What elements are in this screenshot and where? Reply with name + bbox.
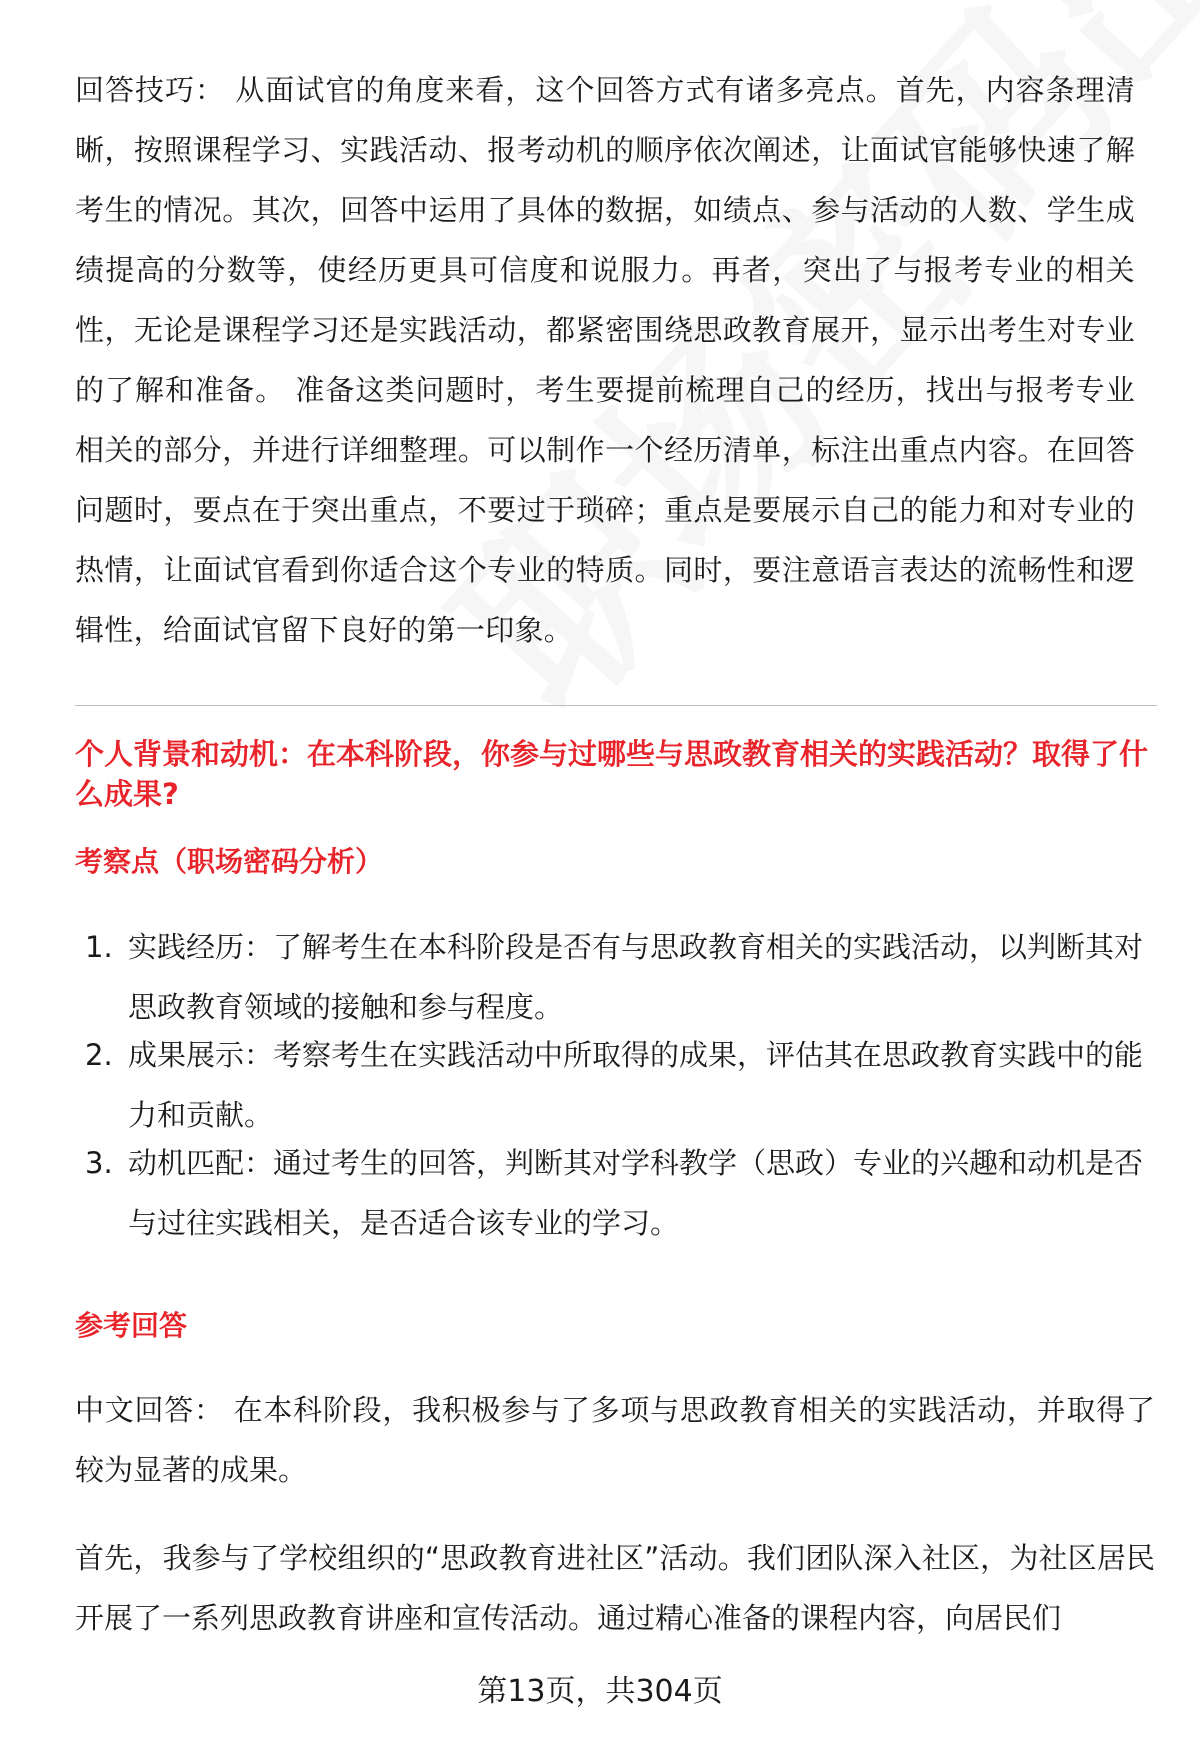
points-heading: 考察点（职场密码分析） (75, 845, 384, 878)
page-number: 第13页，共304页 (477, 1674, 723, 1709)
question-title: 个人背景和动机：在本科阶段，你参与过哪些与思政教育相关的实践活动？取得了什么成果? (75, 737, 1149, 811)
list-item-number: 1. (85, 930, 113, 964)
points-list (75, 917, 1155, 1253)
section-divider (75, 705, 1157, 706)
list-item-text: 动机匹配：通过考生的回答，判断其对学科教学（思政）专业的兴趣和动机是否与过往实践相关，是否适合该专业的学习。 (128, 1146, 1144, 1240)
answer-body: 首先，我参与了学校组织的“思政教育进社区”活动。我们团队深入社区，为社区居民开展了一系列思政教育讲座和宣传活动。通过精心准备的课程内容，向居民们 (75, 1541, 1155, 1635)
answer-heading: 参考回答 (75, 1309, 188, 1342)
list-item (75, 1025, 1155, 1133)
list-item (75, 917, 1155, 1025)
list-item-text: 实践经历：了解考生在本科阶段是否有与思政教育相关的实践活动，以判断其对思政教育领域的接触和参与程度。 (128, 930, 1144, 1024)
list-item-number: 3. (85, 1146, 113, 1180)
list-item-number: 2. (85, 1038, 113, 1072)
intro-paragraph: 回答技巧： 从面试官的角度来看，这个回答方式有诸多亮点。首先，内容条理清晰，按照课程学习、实践活动、报考动机的顺序依次阐述，让面试官能够快速了解考生的情况。其次，回答中运用了具体的数据，如绩点、参与活动的人数、学生成绩提高的分数等，使经历更具可信度和说服力。再者，突出了与报考专业的相关性，无论是课程学习还是实践活动，都紧密围绕思政教育展开，显示出考生对专业的了解和准备。 准备这类问题时，考生要提前梳理自己的经历，找出与报考专业相关的部分，并进行详细整理。可以制作一个经历清单，标注出重点内容。在回答问题时，要点在于突出重点，不要过于琐碎；重点是要展示自己的能力和对专业的热情，让面试官看到你适合这个专业的特质。同时，要注意语言表达的流畅性和逻辑性，给面试官留下良好的第一印象。 (75, 73, 1135, 647)
intro-section (75, 60, 1135, 660)
answer-intro: 中文回答： 在本科阶段，我积极参与了多项与思政教育相关的实践活动，并取得了较为显著的成果。 (75, 1393, 1155, 1487)
list-item-text: 成果展示：考察考生在实践活动中所取得的成果，评估其在思政教育实践中的能力和贡献。 (128, 1038, 1144, 1132)
list-item (75, 1133, 1155, 1253)
